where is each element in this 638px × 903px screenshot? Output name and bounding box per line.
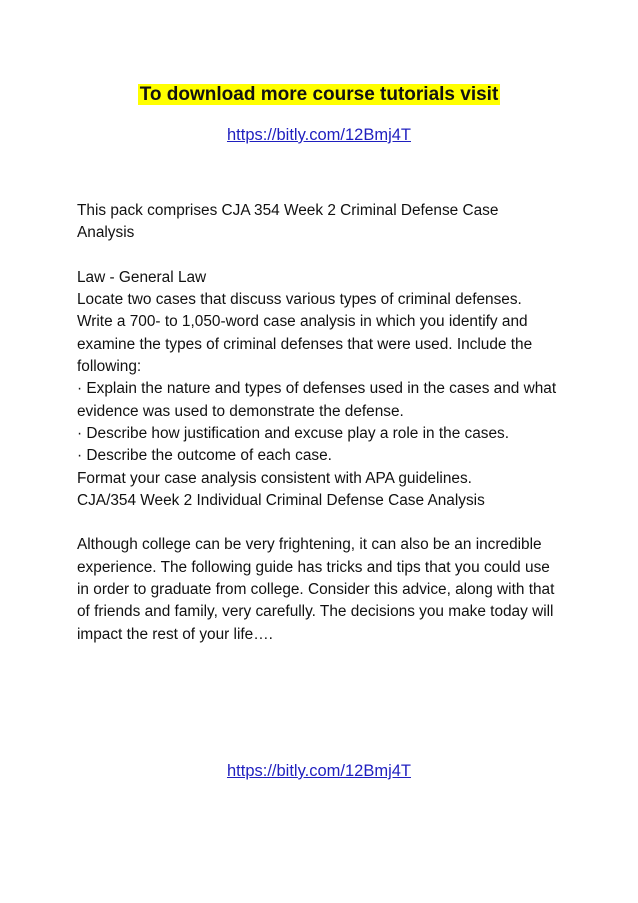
bullet-line-3: · Describe the outcome of each case. xyxy=(77,447,332,465)
top-link[interactable]: https://bitly.com/12Bmj4T xyxy=(226,126,411,144)
category-line: Law - General Law xyxy=(77,268,207,286)
body-line-7: CJA/354 Week 2 Individual Criminal Defense Case Analysis xyxy=(77,491,485,509)
bottom-link[interactable]: https://bitly.com/12Bmj4T xyxy=(226,762,411,780)
document-body xyxy=(77,200,557,646)
body-line-6: Format your case analysis consistent with APA guidelines. xyxy=(77,469,472,487)
bullet-line-1: · Explain the nature and types of defenses used in the cases and what evidence was used to demonstrate the defense. xyxy=(77,380,557,420)
heading-text: To download more course tutorials visit xyxy=(139,84,499,105)
bullet-line-2: · Describe how justification and excuse play a role in the cases. xyxy=(77,424,510,442)
page-heading xyxy=(0,83,638,107)
body-line-2: Write a 700- to 1,050-word case analysis in which you identify and examine the types of criminal defenses that were used. Include the following: xyxy=(77,313,533,376)
body-line-1: Locate two cases that discuss various types of criminal defenses. xyxy=(77,291,522,309)
closing-paragraph: Although college can be very frightening, it can also be an incredible experience. The following guide has tricks and tips that you could use in order to graduate from college. Consider this advice, along with that of friends and family, very carefully. The decisions you make today will impact the rest of your life…. xyxy=(77,536,555,643)
intro-paragraph: This pack comprises CJA 354 Week 2 Criminal Defense Case Analysis xyxy=(77,202,499,242)
